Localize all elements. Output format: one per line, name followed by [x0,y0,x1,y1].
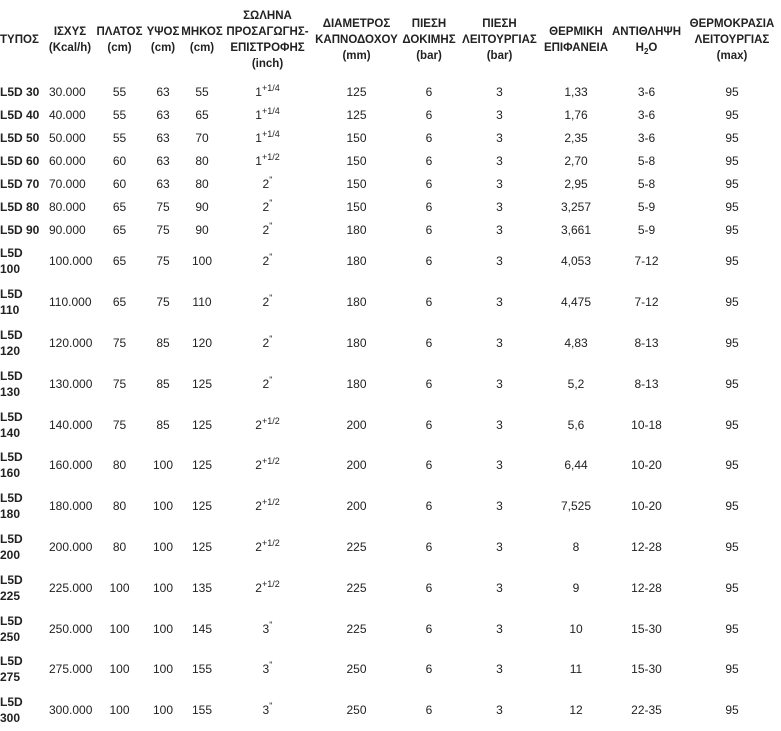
cell-length: 125 [191,376,213,391]
cell-test-pressure: 6 [425,107,433,122]
table-row [0,172,781,195]
header-row [0,0,781,80]
cell-height: 100 [152,499,174,514]
cell-type: L5D 60 [0,153,40,168]
cell-width: 100 [109,662,130,677]
cell-pipe: $2^{+1/2}$ [255,497,280,514]
cell-water-resistance: 8-13 [634,335,659,350]
cell-height: 85 [156,417,170,432]
table-row [0,80,781,103]
header-thermal-surface: ΘΕΡΜΙΚΗ ΕΠΙΦΑΝΕΙΑ [543,26,609,54]
cell-length: 100 [191,254,213,269]
cell-thermal-surface: 9 [572,580,580,595]
cell-test-pressure: 6 [425,499,433,514]
cell-operating-pressure: 3 [496,254,503,269]
cell-pipe: $1^{+1/4}$ [255,82,280,99]
cell-thermal-surface: 12 [569,703,583,718]
table-row [0,126,781,149]
cell-pipe: 2" [262,220,273,237]
cell-operating-pressure: 3 [496,176,503,191]
cell-chimney: 180 [346,254,367,269]
cell-chimney: 150 [346,199,367,214]
cell-water-resistance: 3-6 [637,84,656,99]
cell-operating-pressure: 3 [496,458,503,473]
cell-type: L5D 80 [0,199,40,214]
cell-max-temperature: 95 [725,130,739,145]
cell-chimney: 125 [346,84,367,99]
table-body [0,80,781,731]
cell-chimney: 200 [346,458,367,473]
cell-length: 55 [195,84,209,99]
cell-height: 85 [156,335,170,350]
header-pipe: ΣΩΛΗΝΑ ΠΡΟΣΑΓΩΓΗΣ- ΕΠΙΣΤΡΟΦΗΣ (inch) [226,10,309,70]
cell-max-temperature: 95 [725,417,739,432]
cell-length: 65 [195,107,209,122]
cell-water-resistance: 12-28 [631,539,662,554]
cell-test-pressure: 6 [425,176,433,191]
cell-type: L5D 70 [0,176,40,191]
cell-water-resistance: 10-20 [631,458,662,473]
cell-test-pressure: 6 [425,335,433,350]
cell-height: 63 [156,107,170,122]
cell-height: 100 [152,621,174,636]
cell-water-resistance: 5-9 [637,222,656,237]
cell-chimney: 250 [346,662,367,677]
table-row [0,323,781,364]
cell-height: 63 [156,153,170,168]
cell-operating-pressure: 3 [496,130,503,145]
cell-height: 75 [156,295,170,310]
cell-water-resistance: 5-8 [637,176,656,191]
cell-height: 100 [152,703,174,718]
cell-max-temperature: 95 [725,580,739,595]
cell-power: 200.000 [49,539,93,554]
cell-width: 80 [112,499,127,514]
cell-type: L5D 100 [0,246,23,277]
cell-operating-pressure: 3 [496,153,503,168]
cell-water-resistance: 3-6 [637,130,656,145]
cell-power: 140.000 [49,417,93,432]
cell-height: 75 [156,199,170,214]
cell-width: 60 [112,153,127,168]
cell-power: 90.000 [49,222,86,237]
header-chimney: ΔΙΑΜΕΤΡΟΣ ΚΑΠΝΟΔΟΧΟΥ (mm) [315,18,398,62]
cell-type: L5D 250 [0,613,23,644]
cell-type: L5D 160 [0,450,23,481]
cell-width: 100 [109,621,130,636]
table-row [0,486,781,527]
header-height: ΥΨΟΣ (cm) [146,26,180,54]
cell-type: L5D 110 [0,287,23,318]
cell-height: 75 [156,222,170,237]
cell-operating-pressure: 3 [496,580,503,595]
cell-operating-pressure: 3 [496,662,503,677]
cell-thermal-surface: 6,44 [564,458,588,473]
cell-type: L5D 50 [0,130,40,145]
cell-length: 145 [191,621,213,636]
cell-length: 70 [195,130,209,145]
cell-length: 110 [192,295,212,310]
cell-height: 100 [152,458,174,473]
cell-width: 65 [112,254,127,269]
cell-operating-pressure: 3 [496,295,503,310]
cell-test-pressure: 6 [425,254,433,269]
cell-power: 110.000 [49,295,92,310]
cell-max-temperature: 95 [725,703,739,718]
table-row [0,404,781,445]
cell-power: 50.000 [49,130,86,145]
cell-operating-pressure: 3 [496,335,503,350]
cell-water-resistance: 22-35 [631,703,662,718]
cell-power: 40.000 [49,107,86,122]
cell-power: 180.000 [49,499,93,514]
cell-length: 125 [191,417,213,432]
cell-chimney: 180 [346,222,367,237]
cell-width: 75 [112,417,127,432]
cell-pipe: 3" [262,619,273,636]
cell-height: 63 [156,130,170,145]
cell-width: 100 [109,703,130,718]
cell-type: L5D 90 [0,222,40,237]
cell-thermal-surface: 2,35 [564,130,588,145]
cell-type: L5D 180 [0,491,23,522]
cell-thermal-surface: 4,053 [560,254,592,269]
cell-operating-pressure: 3 [496,703,503,718]
cell-pipe: 2" [262,293,273,310]
cell-length: 90 [195,199,209,214]
cell-pipe: $2^{+1/2}$ [255,456,280,473]
cell-water-resistance: 10-20 [631,499,662,514]
table-row [0,103,781,126]
cell-water-resistance: 15-30 [631,621,662,636]
cell-thermal-surface: 10 [569,621,583,636]
cell-chimney: 225 [346,539,367,554]
cell-width: 55 [112,84,127,99]
cell-height: 100 [152,580,174,595]
cell-height: 75 [156,254,170,269]
cell-width: 65 [112,222,127,237]
cell-thermal-surface: 3,661 [560,222,592,237]
cell-test-pressure: 6 [425,621,433,636]
cell-test-pressure: 6 [425,662,433,677]
cell-power: 130.000 [49,376,93,391]
cell-power: 60.000 [49,153,86,168]
cell-pipe: 2" [262,333,273,350]
table-row [0,445,781,486]
cell-height: 100 [152,539,174,554]
cell-thermal-surface: 1,33 [564,84,588,99]
cell-water-resistance: 7-12 [634,295,659,310]
cell-water-resistance: 15-30 [631,662,662,677]
cell-chimney: 200 [346,499,367,514]
cell-operating-pressure: 3 [496,621,503,636]
header-type: ΤΥΠΟΣ [0,34,39,46]
table-row [0,282,781,323]
table-row [0,690,781,731]
cell-chimney: 180 [346,295,367,310]
cell-operating-pressure: 3 [496,417,503,432]
cell-thermal-surface: 4,83 [564,335,588,350]
header-max-temperature: ΘΕΡΜΟΚΡΑΣΙΑ ΛΕΙΤΟΥΡΓΙΑΣ (max) [689,18,775,62]
cell-pipe: 3" [262,660,273,677]
table-row [0,608,781,649]
table-row [0,649,781,690]
cell-length: 80 [195,176,209,191]
cell-thermal-surface: 8 [572,539,580,554]
cell-length: 80 [195,153,209,168]
cell-power: 100.000 [49,254,93,269]
cell-length: 125 [191,458,213,473]
cell-max-temperature: 95 [725,84,739,99]
cell-max-temperature: 95 [725,295,739,310]
cell-pipe: $2^{+1/2}$ [255,537,280,554]
table-row [0,218,781,241]
cell-water-resistance: 12-28 [631,580,662,595]
cell-width: 80 [112,539,127,554]
cell-operating-pressure: 3 [496,376,503,391]
cell-thermal-surface: 3,257 [560,199,592,214]
header-test-pressure: ΠΙΕΣΗ ΔΟΚΙΜΗΣ (bar) [402,18,456,62]
cell-chimney: 225 [346,580,367,595]
header-width: ΠΛΑΤΟΣ (cm) [96,26,143,54]
cell-height: 100 [152,662,174,677]
header-power: ΙΣΧΥΣ (Kcal/h) [48,26,92,54]
cell-length: 135 [191,580,213,595]
cell-power: 80.000 [49,199,86,214]
cell-water-resistance: 8-13 [634,376,659,391]
cell-test-pressure: 6 [425,580,433,595]
cell-max-temperature: 95 [725,176,739,191]
table-row [0,363,781,404]
cell-test-pressure: 6 [425,153,433,168]
cell-chimney: 150 [346,130,367,145]
cell-width: 75 [112,376,127,391]
cell-type: L5D 30 [0,84,40,99]
cell-thermal-surface: 7,525 [560,499,592,514]
cell-power: 30.000 [49,84,86,99]
cell-power: 300.000 [49,703,93,718]
cell-max-temperature: 95 [725,199,739,214]
table-row [0,567,781,608]
cell-pipe: $1^{+1/2}$ [255,151,280,168]
table-row [0,195,781,218]
cell-water-resistance: 5-8 [637,153,656,168]
cell-pipe: $1^{+1/4}$ [255,128,280,145]
cell-max-temperature: 95 [725,458,739,473]
cell-thermal-surface: 4,475 [560,295,592,310]
cell-pipe: 3" [262,701,273,718]
cell-pipe: 2" [262,197,273,214]
cell-test-pressure: 6 [425,130,433,145]
cell-test-pressure: 6 [425,539,433,554]
cell-pipe: 2" [262,252,273,269]
cell-type: L5D 120 [0,327,23,358]
cell-test-pressure: 6 [425,417,433,432]
cell-power: 250.000 [49,621,93,636]
cell-max-temperature: 95 [725,621,739,636]
cell-pipe: 2" [262,374,273,391]
cell-type: L5D 300 [0,695,23,726]
cell-power: 275.000 [49,662,93,677]
header-length: ΜΗΚΟΣ (cm) [181,26,223,54]
cell-height: 85 [156,376,170,391]
cell-water-resistance: 5-9 [637,199,656,214]
cell-max-temperature: 95 [725,539,739,554]
cell-type: L5D 40 [0,107,40,122]
cell-max-temperature: 95 [725,153,739,168]
cell-width: 55 [112,130,127,145]
cell-power: 120.000 [49,335,93,350]
cell-water-resistance: 7-12 [634,254,659,269]
cell-type: L5D 140 [0,409,23,440]
cell-operating-pressure: 3 [496,199,503,214]
cell-max-temperature: 95 [725,376,739,391]
cell-max-temperature: 95 [725,662,739,677]
cell-max-temperature: 95 [725,335,739,350]
cell-thermal-surface: 5,6 [567,417,585,432]
cell-thermal-surface: 5,2 [567,376,585,391]
table-row [0,149,781,172]
cell-pipe: $1^{+1/4}$ [255,105,280,122]
cell-width: 55 [112,107,127,122]
cell-type: L5D 130 [0,368,23,399]
cell-pipe: $2^{+1/2}$ [255,578,280,595]
table-row [0,527,781,568]
cell-test-pressure: 6 [425,295,433,310]
cell-length: 90 [195,222,209,237]
cell-chimney: 200 [346,417,367,432]
cell-thermal-surface: 2,70 [564,153,588,168]
cell-length: 125 [191,539,213,554]
cell-length: 155 [191,662,213,677]
cell-width: 65 [112,295,127,310]
cell-length: 155 [191,703,213,718]
cell-operating-pressure: 3 [496,84,503,99]
cell-width: 75 [112,335,127,350]
cell-power: 70.000 [49,176,86,191]
table-row [0,241,781,282]
cell-max-temperature: 95 [725,499,739,514]
cell-water-resistance: 3-6 [637,107,656,122]
cell-test-pressure: 6 [425,199,433,214]
cell-length: 125 [191,499,213,514]
cell-max-temperature: 95 [725,254,739,269]
cell-water-resistance: 10-18 [631,417,662,432]
cell-chimney: 150 [346,176,367,191]
cell-chimney: 180 [346,376,367,391]
cell-power: 160.000 [49,458,93,473]
cell-test-pressure: 6 [425,458,433,473]
cell-test-pressure: 6 [425,84,433,99]
cell-operating-pressure: 3 [496,539,503,554]
cell-max-temperature: 95 [725,107,739,122]
cell-width: 65 [112,199,127,214]
cell-chimney: 225 [346,621,367,636]
header-operating-pressure: ΠΙΕΣΗ ΛΕΙΤΟΥΡΓΙΑΣ (bar) [462,18,537,62]
cell-type: L5D 225 [0,572,23,603]
cell-test-pressure: 6 [425,222,433,237]
cell-chimney: 150 [346,153,367,168]
cell-type: L5D 275 [0,654,23,685]
cell-operating-pressure: 3 [496,107,503,122]
cell-max-temperature: 95 [725,222,739,237]
header-water-resistance: ΑΝΤΙΘΛΗΨΗ $H_2O$ [611,26,682,56]
cell-height: 63 [156,84,170,99]
cell-pipe: $2^{+1/2}$ [255,415,280,432]
cell-length: 120 [191,335,213,350]
cell-test-pressure: 6 [425,703,433,718]
cell-chimney: 180 [346,335,367,350]
cell-type: L5D 200 [0,531,23,562]
cell-test-pressure: 6 [425,376,433,391]
cell-operating-pressure: 3 [496,222,503,237]
cell-operating-pressure: 3 [496,499,503,514]
cell-pipe: 2" [262,174,273,191]
cell-thermal-surface: 11 [569,662,583,677]
cell-power: 225.000 [49,580,93,595]
cell-height: 63 [156,176,170,191]
cell-width: 60 [112,176,127,191]
cell-chimney: 250 [346,703,367,718]
cell-thermal-surface: 1,76 [564,107,588,122]
cell-width: 100 [109,580,130,595]
cell-width: 80 [112,458,127,473]
cell-chimney: 125 [346,107,367,122]
cell-thermal-surface: 2,95 [564,176,588,191]
